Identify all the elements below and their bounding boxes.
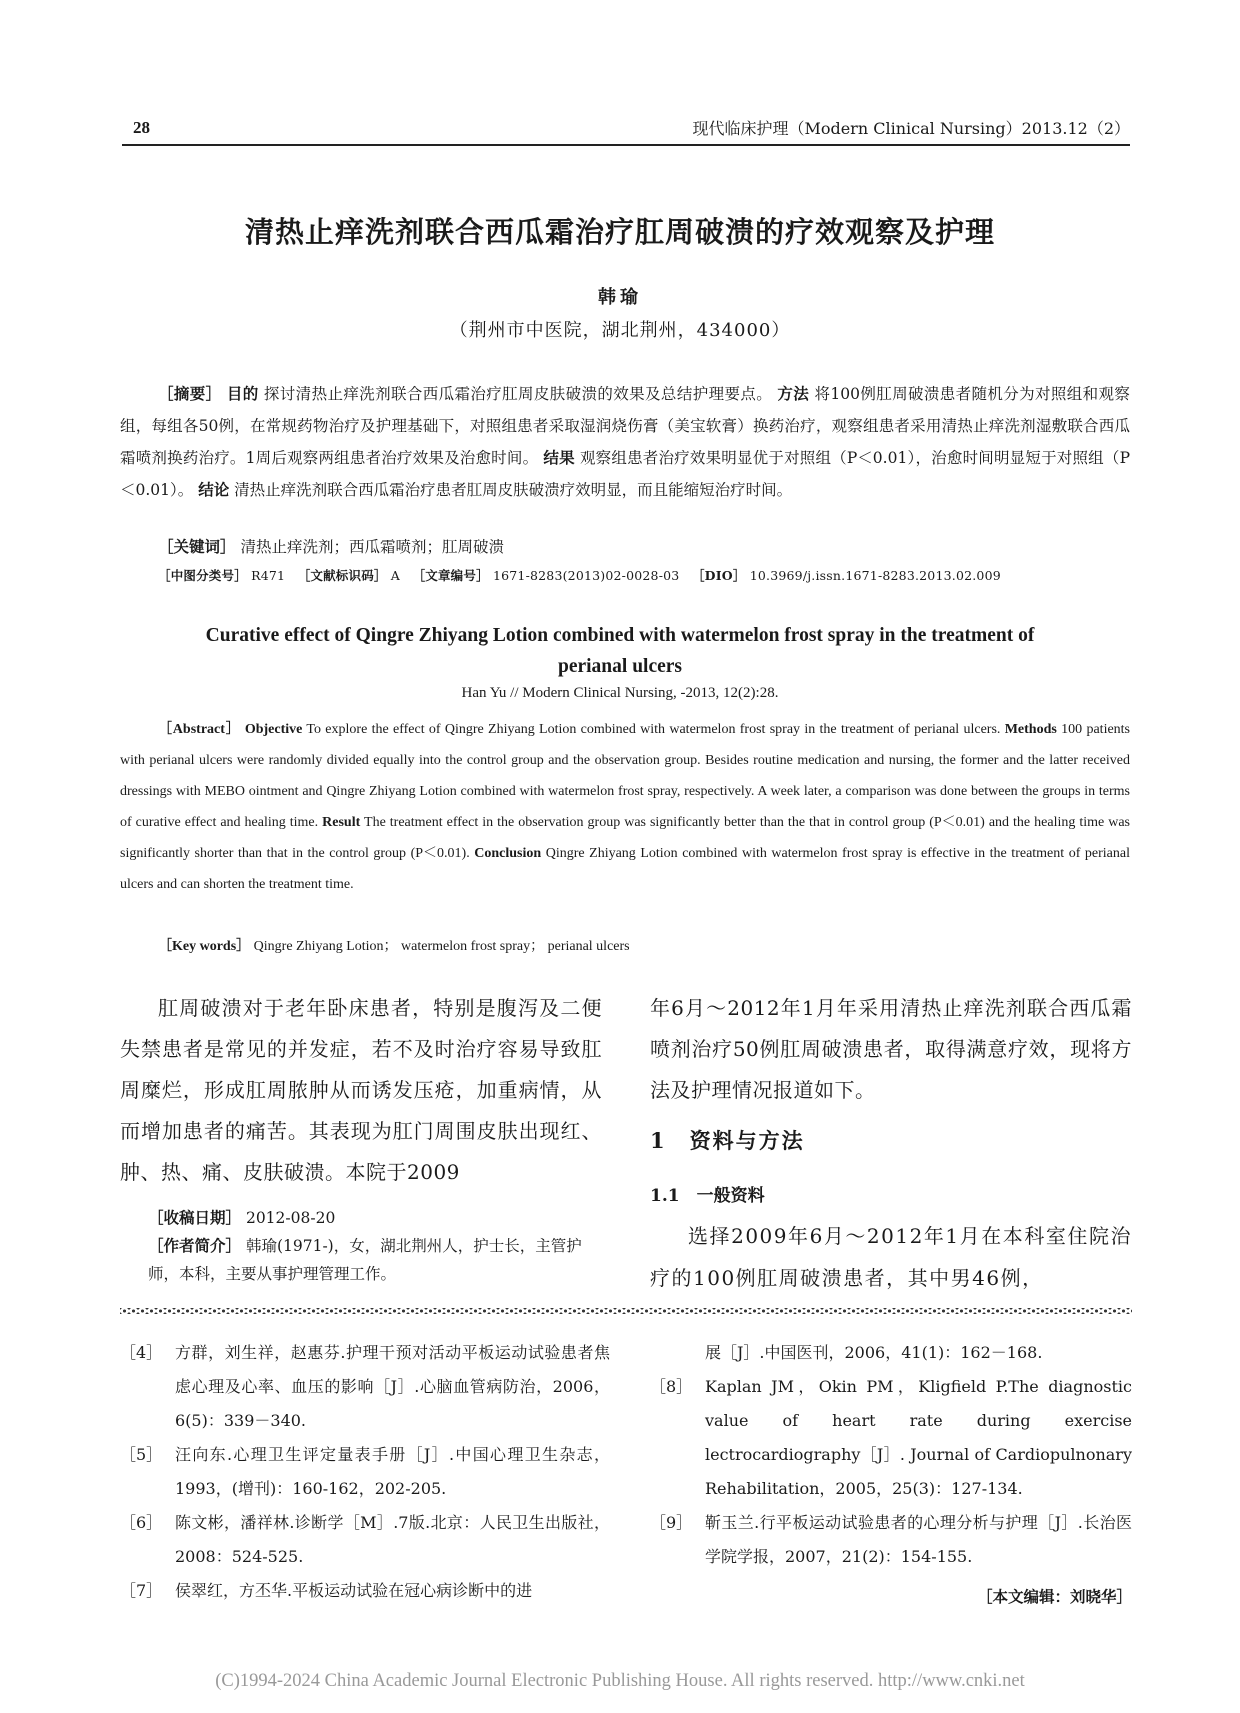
ref-number: ［4］	[120, 1343, 163, 1362]
dotted-divider	[120, 1308, 1132, 1314]
results-label: 结果	[543, 448, 575, 467]
objective-text: 探讨清热止痒洗剂联合西瓜霜治疗肛周皮肤破溃的效果及总结护理要点。	[263, 385, 773, 403]
en-objective-label: Objective	[244, 722, 303, 737]
reference-item	[650, 1370, 1132, 1506]
ref-text: 靳玉兰.行平板运动试验患者的心理分析与护理［J］.长治医学院学报，2007，21(2)：154-155.	[705, 1513, 1132, 1566]
ref-text: 方群，刘生祥，赵惠芬.护理干预对活动平板运动试验患者焦虑心理及心率、血压的影响［J］.心脑血管病防治，2006，6(5)：339－340.	[175, 1343, 610, 1430]
bio-line	[148, 1232, 603, 1288]
page-number: 28	[133, 118, 150, 137]
references-right	[650, 1336, 1132, 1574]
english-title-line2: perianal ulcers	[557, 656, 683, 677]
doi-value: 10.3969/j.issn.1671-8283.2013.02.009	[749, 568, 1001, 583]
doc-value: A	[390, 568, 401, 583]
section-heading-1-1: 1.1 一般资料	[650, 1186, 765, 1206]
en-abstract-label: ［Abstract］	[158, 722, 241, 737]
en-keywords-label: ［Key words］	[158, 939, 251, 954]
en-conclusion-label: Conclusion	[474, 846, 542, 861]
keywords-cn	[158, 535, 504, 557]
doc-label: ［文献标识码］	[297, 568, 387, 583]
section-heading-1: 1 资料与方法	[650, 1128, 805, 1153]
journal-header: 现代临床护理（Modern Clinical Nursing）2013.12（2）	[692, 119, 1130, 138]
en-methods-label: Methods	[1004, 722, 1057, 737]
methods-text: 将100例肛周破溃患者随机分为对照组和观察组，每组各50例，在常规药物治疗及护理基础下，对照组患者采取湿润烧伤膏（美宝软膏）换药治疗，观察组患者采用清热止痒洗剂湿敷联合西瓜霜喷剂换药治疗。1周后观察两组患者治疗效果及治愈时间。	[120, 385, 1130, 467]
clc-value: R471	[251, 568, 286, 583]
clc-label: ［中图分类号］	[158, 568, 247, 583]
abstract-label: ［摘要］	[158, 384, 222, 403]
author-name: 韩瑜	[598, 287, 642, 308]
english-citation: Han Yu // Modern Clinical Nursing, -2013, 12(2):28.	[461, 685, 779, 701]
ref-text: 陈文彬，潘祥林.诊断学［M］.7版.北京：人民卫生出版社，2008：524-525.	[175, 1513, 610, 1566]
article-label: ［文章编号］	[412, 568, 489, 583]
received-label: ［收稿日期］	[148, 1208, 242, 1227]
classification-line	[158, 566, 1001, 584]
received-line	[148, 1204, 603, 1232]
reference-item	[650, 1506, 1132, 1574]
en-methods-text: 100 patients with perianal ulcers were randomly divided equally into the control group and the observation group. Besides routine medication and nursing, the former and the latter received dressings with MEBO ointment and Qingre Zhiyang Lotion combined with watermelon frost spray, respectively. A week later, a comparison was done between the groups in terms of curative effect and healing time.	[120, 722, 1131, 830]
received-date: 2012-08-20	[245, 1209, 336, 1227]
article-value: 1671-8283(2013)02-0028-03	[492, 568, 680, 583]
references-left	[120, 1336, 610, 1608]
results-text: 观察组患者治疗效果明显优于对照组（P＜0.01），治愈时间明显短于对照组（P＜0.01）。	[120, 449, 1130, 499]
ref-number: ［8］	[650, 1377, 693, 1396]
body-right-paragraph: 年6月～2012年1月年采用清热止痒洗剂联合西瓜霜喷剂治疗50例肛周破溃患者，取得满意疗效，现将方法及护理情况报道如下。	[650, 996, 1132, 1102]
bio-text: 韩瑜(1971-)，女，湖北荆州人，护士长，主管护师，本科，主要从事护理管理工作。	[148, 1237, 582, 1283]
reference-item	[120, 1438, 610, 1506]
reference-item	[120, 1574, 610, 1608]
affiliation: （荆州市中医院，湖北荆州，434000）	[449, 320, 791, 341]
methods-label: 方法	[777, 384, 810, 403]
reference-continuation: 展［J］.中国医刊，2006，41(1)：162－168.	[705, 1343, 1043, 1362]
en-objective-text: To explore the effect of Qingre Zhiyang Lotion combined with watermelon frost spray in the treatment of perianal ulcers.	[306, 722, 1001, 737]
english-title-line1: Curative effect of Qingre Zhiyang Lotion combined with watermelon frost spray in the treatment of	[205, 625, 1035, 646]
en-result-label: Result	[322, 815, 361, 830]
keywords-text: 清热止痒洗剂；西瓜霜喷剂；肛周破溃	[240, 538, 504, 556]
copyright-footer: (C)1994-2024 China Academic Journal Electronic Publishing House. All rights reserved. http://www.cnki.net	[215, 1671, 1025, 1691]
reference-item	[120, 1336, 610, 1438]
article-title: 清热止痒洗剂联合西瓜霜治疗肛周破溃的疗效观察及护理	[244, 215, 995, 249]
reference-item	[120, 1506, 610, 1574]
en-result-text: The treatment effect in the observation group was significantly better than the that in control group (P＜0.01) and the healing time was significantly shorter than that in the control group (P＜0.01).	[120, 815, 1130, 861]
en-keywords-text: Qingre Zhiyang Lotion； watermelon frost spray； perianal ulcers	[253, 939, 630, 954]
editor-credit: ［本文编辑：刘晓华］	[976, 1587, 1132, 1606]
body-left-paragraph: 肛周破溃对于老年卧床患者，特别是腹泻及二便失禁患者是常见的并发症，若不及时治疗容易导致肛周糜烂，形成肛周脓肿从而诱发压疮，加重病情，从而增加患者的痛苦。其表现为肛门周围皮肤出现红、肿、热、痛、皮肤破溃。本院于2009	[120, 996, 602, 1184]
header-rule	[122, 144, 1130, 146]
english-abstract	[120, 714, 1130, 900]
author-footnote	[148, 1204, 603, 1288]
english-title	[0, 620, 1240, 682]
ref-number: ［5］	[120, 1445, 163, 1464]
objective-label: 目的	[226, 384, 259, 403]
doi-label: ［DIO］	[691, 568, 746, 583]
english-keywords	[158, 935, 630, 955]
ref-text: Kaplan JM，Okin PM，Kligfield P.The diagnostic value of heart rate during exercise lectrocardiography［J］. Journal of Cardiopulnonary Rehabilitation，2005，25(3)：127-134.	[705, 1377, 1132, 1498]
ref-number: ［6］	[120, 1513, 163, 1532]
conclusion-text: 清热止痒洗剂联合西瓜霜治疗患者肛周皮肤破溃疗效明显，而且能缩短治疗时间。	[234, 481, 793, 499]
en-conclusion-text: Qingre Zhiyang Lotion combined with watermelon frost spray is effective in the treatment of perianal ulcers and can shorten the treatment time.	[120, 846, 1130, 892]
ref-text: 汪向东.心理卫生评定量表手册［J］.中国心理卫生杂志，1993，(增刊)：160-162，202-205.	[175, 1445, 610, 1498]
section-1-1-text: 选择2009年6月～2012年1月在本科室住院治疗的100例肛周破溃患者，其中男46例，	[650, 1224, 1132, 1290]
abstract-cn	[120, 378, 1130, 506]
ref-number: ［9］	[650, 1513, 693, 1532]
ref-text: 侯翠红，方丕华.平板运动试验在冠心病诊断中的进	[175, 1581, 533, 1600]
conclusion-label: 结论	[198, 480, 230, 499]
keywords-label: ［关键词］	[158, 537, 236, 556]
ref-number: ［7］	[120, 1581, 163, 1600]
bio-label: ［作者简介］	[148, 1236, 242, 1255]
